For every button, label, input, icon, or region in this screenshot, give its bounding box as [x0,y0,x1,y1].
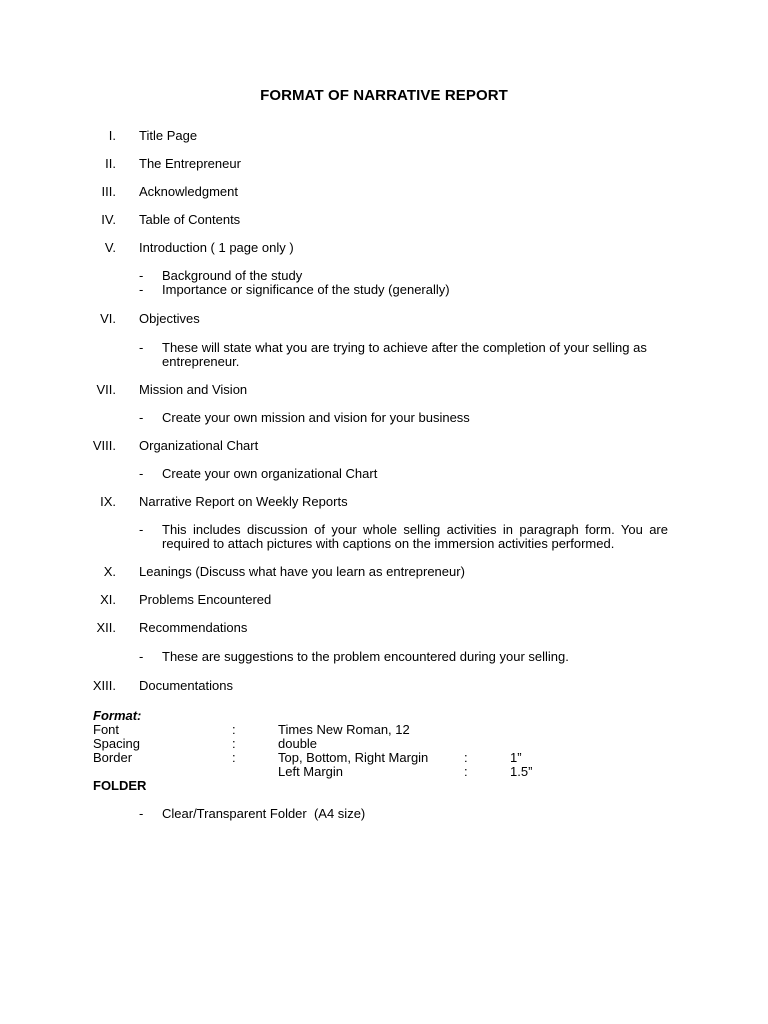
item-label: Acknowledgment [139,184,238,199]
outline-item-documentations [0,678,768,694]
format-colon: : [232,750,236,765]
outline-item-recommendations [0,620,768,636]
item-label: Organizational Chart [139,438,259,453]
sub-item-text: Clear/Transparent Folder (A4 size) [162,806,366,821]
outline-item-title-page [0,128,768,144]
format-label: Font [93,722,120,737]
sub-item-text: Importance or significance of the study (generally) [162,282,450,297]
format-value: Left Margin [278,764,344,779]
dash-bullet: - [139,466,144,481]
sub-item-text: This includes discussion of your whole selling activities in paragraph form. You are required to attach pictures with captions on the immersion activities performed. [162,522,668,551]
item-numeral: VI. [100,311,116,326]
item-label: Leanings (Discuss what have you learn as entrepreneur) [139,564,465,579]
sub-item-text: Background of the study [162,268,303,283]
item-label: Objectives [139,311,200,326]
format-colon: : [464,764,468,779]
item-numeral: III. [101,184,116,199]
outline-item-table-of-contents [0,212,768,228]
outline-item-entrepreneur [0,156,768,172]
format-colon: : [464,750,468,765]
format-value: Times New Roman, 12 [278,722,410,737]
item-label: Documentations [139,678,233,693]
dash-bullet: - [139,282,144,297]
outline-item-objectives [0,311,768,327]
outline-item-introduction [0,240,768,256]
dash-bullet: - [139,410,144,425]
dash-bullet: - [139,806,144,821]
format-label: Spacing [93,736,140,751]
outline-item-org-chart [0,438,768,454]
item-numeral: XI. [100,592,116,607]
folder-heading: FOLDER [93,778,147,793]
outline-item-acknowledgment [0,184,768,200]
format-row-border [93,751,593,765]
format-value: double [278,736,318,751]
dash-bullet: - [139,649,144,664]
sub-item-text: Create your own organizational Chart [162,466,378,481]
item-numeral: XIII. [92,678,116,693]
item-numeral: V. [104,240,116,255]
item-numeral: VIII. [92,438,116,453]
item-numeral: II. [105,156,116,171]
item-label: The Entrepreneur [139,156,241,171]
item-numeral: I. [108,128,116,143]
item-numeral: VII. [96,382,116,397]
format-section [93,709,593,779]
item-label: Narrative Report on Weekly Reports [139,494,348,509]
sub-item-text: These are suggestions to the problem encountered during your selling. [162,649,569,664]
dash-bullet: - [139,522,144,537]
format-value: Top, Bottom, Right Margin [278,750,429,765]
outline-item-mission-vision [0,382,768,398]
format-row-spacing [93,737,593,751]
item-label: Title Page [139,128,198,143]
sub-item-text: These will state what you are trying to achieve after the completion of your selling as entrepreneur. [162,340,647,369]
dash-bullet: - [139,340,144,355]
sub-item-text: Create your own mission and vision for your business [162,410,470,425]
item-label: Problems Encountered [139,592,272,607]
item-numeral: XII. [96,620,116,635]
outline-item-problems [0,592,768,608]
format-heading: Format: [93,708,142,723]
item-label: Introduction ( 1 page only ) [139,240,294,255]
outline-item-leanings [0,564,768,580]
format-margin-value: 1.5” [510,764,533,779]
item-label: Mission and Vision [139,382,248,397]
item-numeral: IX. [100,494,116,509]
item-numeral: IV. [101,212,116,227]
format-margin-value: 1” [510,750,522,765]
page-title: FORMAT OF NARRATIVE REPORT [260,87,508,104]
item-label: Table of Contents [139,212,241,227]
item-label: Recommendations [139,620,248,635]
format-row-left-margin [93,765,593,779]
dash-bullet: - [139,268,144,283]
format-colon: : [232,722,236,737]
outline-item-weekly-reports [0,494,768,510]
format-colon: : [232,736,236,751]
format-label: Border [93,750,133,765]
format-row-font [93,723,593,737]
item-numeral: X. [103,564,116,579]
